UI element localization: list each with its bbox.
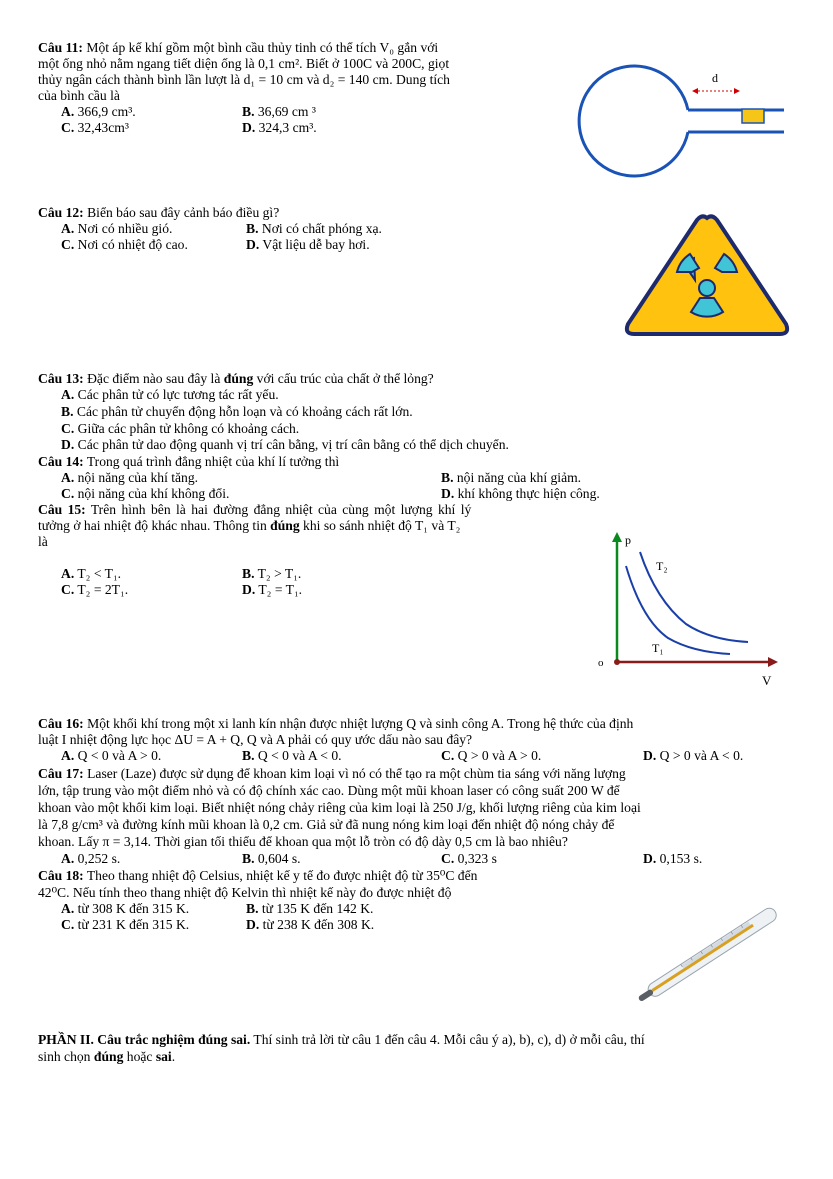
- q15-line-3: là: [38, 534, 48, 549]
- q18-option-b: B. từ 135 K đến 142 K.: [246, 901, 374, 916]
- q17-line-2: lớn, tập trung vào một điểm nhỏ và có độ chính xác cao. Dùng một mũi khoan laser có công suất 200 W để: [38, 783, 620, 798]
- q15-line-2: tưởng ở hai nhiệt độ khác nhau. Thông tin đúng khi so sánh nhiệt độ T₁ và T₂: [38, 518, 461, 533]
- q15-option-d: D. T₂ = T₁.: [242, 582, 303, 597]
- q11-option-d: D. 324,3 cm³.: [242, 120, 317, 135]
- origin-label: o: [598, 657, 604, 669]
- q16-option-d: D. Q > 0 và A < 0.: [643, 748, 744, 763]
- q11-line-2: một ống nhỏ nằm ngang tiết diện ống là 0,1 cm². Biết ở 100C và 200C, giọt: [38, 56, 450, 71]
- q17-option-c: C. 0,323 s: [441, 851, 497, 866]
- q17-option-a: A. 0,252 s.: [61, 851, 121, 866]
- q11-option-b: B. 36,69 cm ³: [242, 104, 316, 119]
- q15-option-a: A. T₂ < T₁.: [61, 566, 122, 581]
- q14-option-b: B. nội năng của khí giảm.: [441, 470, 582, 485]
- p-axis-label: p: [625, 533, 631, 547]
- q14-line: Câu 14: Trong quá trình đẳng nhiệt của khí lí tưởng thì: [38, 454, 340, 469]
- q11-text-1: Một áp kế khí gồm một bình cầu thủy tinh có thể tích V₀ gắn với: [86, 40, 439, 55]
- q17-line-5: khoan. Lấy π = 3,14. Thời gian tối thiểu để khoan qua một lỗ tròn có độ dày 0,5 cm là bao nhiêu?: [38, 834, 568, 849]
- q18-line-1: Câu 18: Theo thang nhiệt độ Celsius, nhiệt kế y tế đo được nhiệt độ từ 35⁰C đến: [38, 868, 478, 883]
- manometer-figure: [570, 60, 790, 175]
- radiation-warning-sign: [622, 212, 792, 340]
- t1-label: T₁: [652, 641, 664, 655]
- pv-isotherm-graph: [598, 530, 790, 690]
- q18-option-a: A. từ 308 K đến 315 K.: [61, 901, 190, 916]
- q13-option-a: A. Các phân tử có lực tương tác rất yếu.: [61, 387, 279, 402]
- medical-thermometer-image: [620, 880, 795, 1030]
- q16-option-b: B. Q < 0 và A < 0.: [242, 748, 342, 763]
- q13-option-c: C. Giữa các phân tử không có khoảng cách.: [61, 421, 300, 436]
- q16-option-a: A. Q < 0 và A > 0.: [61, 748, 162, 763]
- part2-title: PHẦN II. Câu trắc nghiệm đúng sai.: [38, 1032, 251, 1047]
- q13-line: Câu 13: Đặc điểm nào sau đây là đúng với cấu trúc của chất ở thể lỏng?: [38, 371, 434, 386]
- q15-option-c: C. T₂ = 2T₁.: [61, 582, 129, 597]
- q12-line: Câu 12: Biển báo sau đây cảnh báo điều gì?: [38, 205, 280, 220]
- q17-line-4: là 7,8 g/cm³ và đường kính mũi khoan là 0,2 cm. Giả sử đã nung nóng kim loại đến nhiệt độ nóng chảy để: [38, 817, 615, 832]
- q13-option-d: D. Các phân tử dao động quanh vị trí cân bằng, vị trí cân bằng có thể dịch chuyển.: [61, 437, 509, 452]
- q11-option-a: A. 366,9 cm³.: [61, 104, 136, 119]
- q17-line-1: Câu 17: Laser (Laze) được sử dụng để khoan kim loại vì nó có thể tạo ra một chùm tia sáng với năng lượng: [38, 766, 626, 781]
- q12-option-a: A. Nơi có nhiều gió.: [61, 221, 173, 236]
- v-axis-label: V: [762, 673, 772, 688]
- q14-option-d: D. khí không thực hiện công.: [441, 486, 600, 501]
- q14-option-a: A. nội năng của khí tăng.: [61, 470, 199, 485]
- q12-option-b: B. Nơi có chất phóng xạ.: [246, 221, 382, 236]
- q11-option-c: C. 32,43cm³: [61, 120, 129, 135]
- q18-line-2: 42⁰C. Nếu tính theo thang nhiệt độ Kelvin thì nhiệt kế này đo được nhiệt độ: [38, 885, 452, 900]
- q13-option-b: B. Các phân tử chuyển động hỗn loạn và có khoảng cách rất lớn.: [61, 404, 413, 419]
- part2-line-2: sinh chọn đúng hoặc sai.: [38, 1049, 176, 1064]
- q11-line-4: của bình cầu là: [38, 88, 120, 103]
- t2-label: T₂: [656, 559, 668, 573]
- q18-option-d: D. từ 238 K đến 308 K.: [246, 917, 375, 932]
- q18-option-c: C. từ 231 K đến 315 K.: [61, 917, 190, 932]
- q17-option-d: D. 0,153 s.: [643, 851, 703, 866]
- q11-line-3: thủy ngân cách thành bình lần lượt là d₁ = 10 cm và d₂ = 140 cm. Dung tích: [38, 72, 450, 87]
- q15-option-b: B. T₂ > T₁.: [242, 566, 302, 581]
- q16-line-2: luật I nhiệt động lực học ΔU = A + Q, Q và A phải có quy ước dấu nào sau đây?: [38, 732, 473, 747]
- q11-label: Câu 11:: [38, 40, 83, 55]
- q16-line-1: Câu 16: Một khối khí trong một xi lanh kín nhận được nhiệt lượng Q và sinh công A. Trong hệ thức của định: [38, 716, 634, 731]
- q12-option-c: C. Nơi có nhiệt độ cao.: [61, 237, 188, 252]
- isotherm-t1-curve: [626, 566, 730, 654]
- q11-line-1: [38, 40, 438, 55]
- q14-option-c: C. nội năng của khí không đổi.: [61, 486, 230, 501]
- q17-line-3: khoan vào một khối kim loại. Biết nhiệt nóng chảy riêng của kim loại là 250 J/g, khối lượng riêng của kim loại: [38, 800, 641, 815]
- manometer-d-label: d: [712, 71, 718, 85]
- q16-option-c: C. Q > 0 và A > 0.: [441, 748, 542, 763]
- part2-heading-line: PHẦN II. Câu trắc nghiệm đúng sai. Thí sinh trả lời từ câu 1 đến câu 4. Mỗi câu ý a), b), c), d) ở mỗi câu, thí: [38, 1032, 645, 1047]
- q17-option-b: B. 0,604 s.: [242, 851, 301, 866]
- q12-option-d: D. Vật liệu dễ bay hơi.: [246, 237, 370, 252]
- q15-line-1: Câu 15: Trên hình bên là hai đường đẳng nhiệt của cùng một lượng khí lý: [38, 502, 472, 517]
